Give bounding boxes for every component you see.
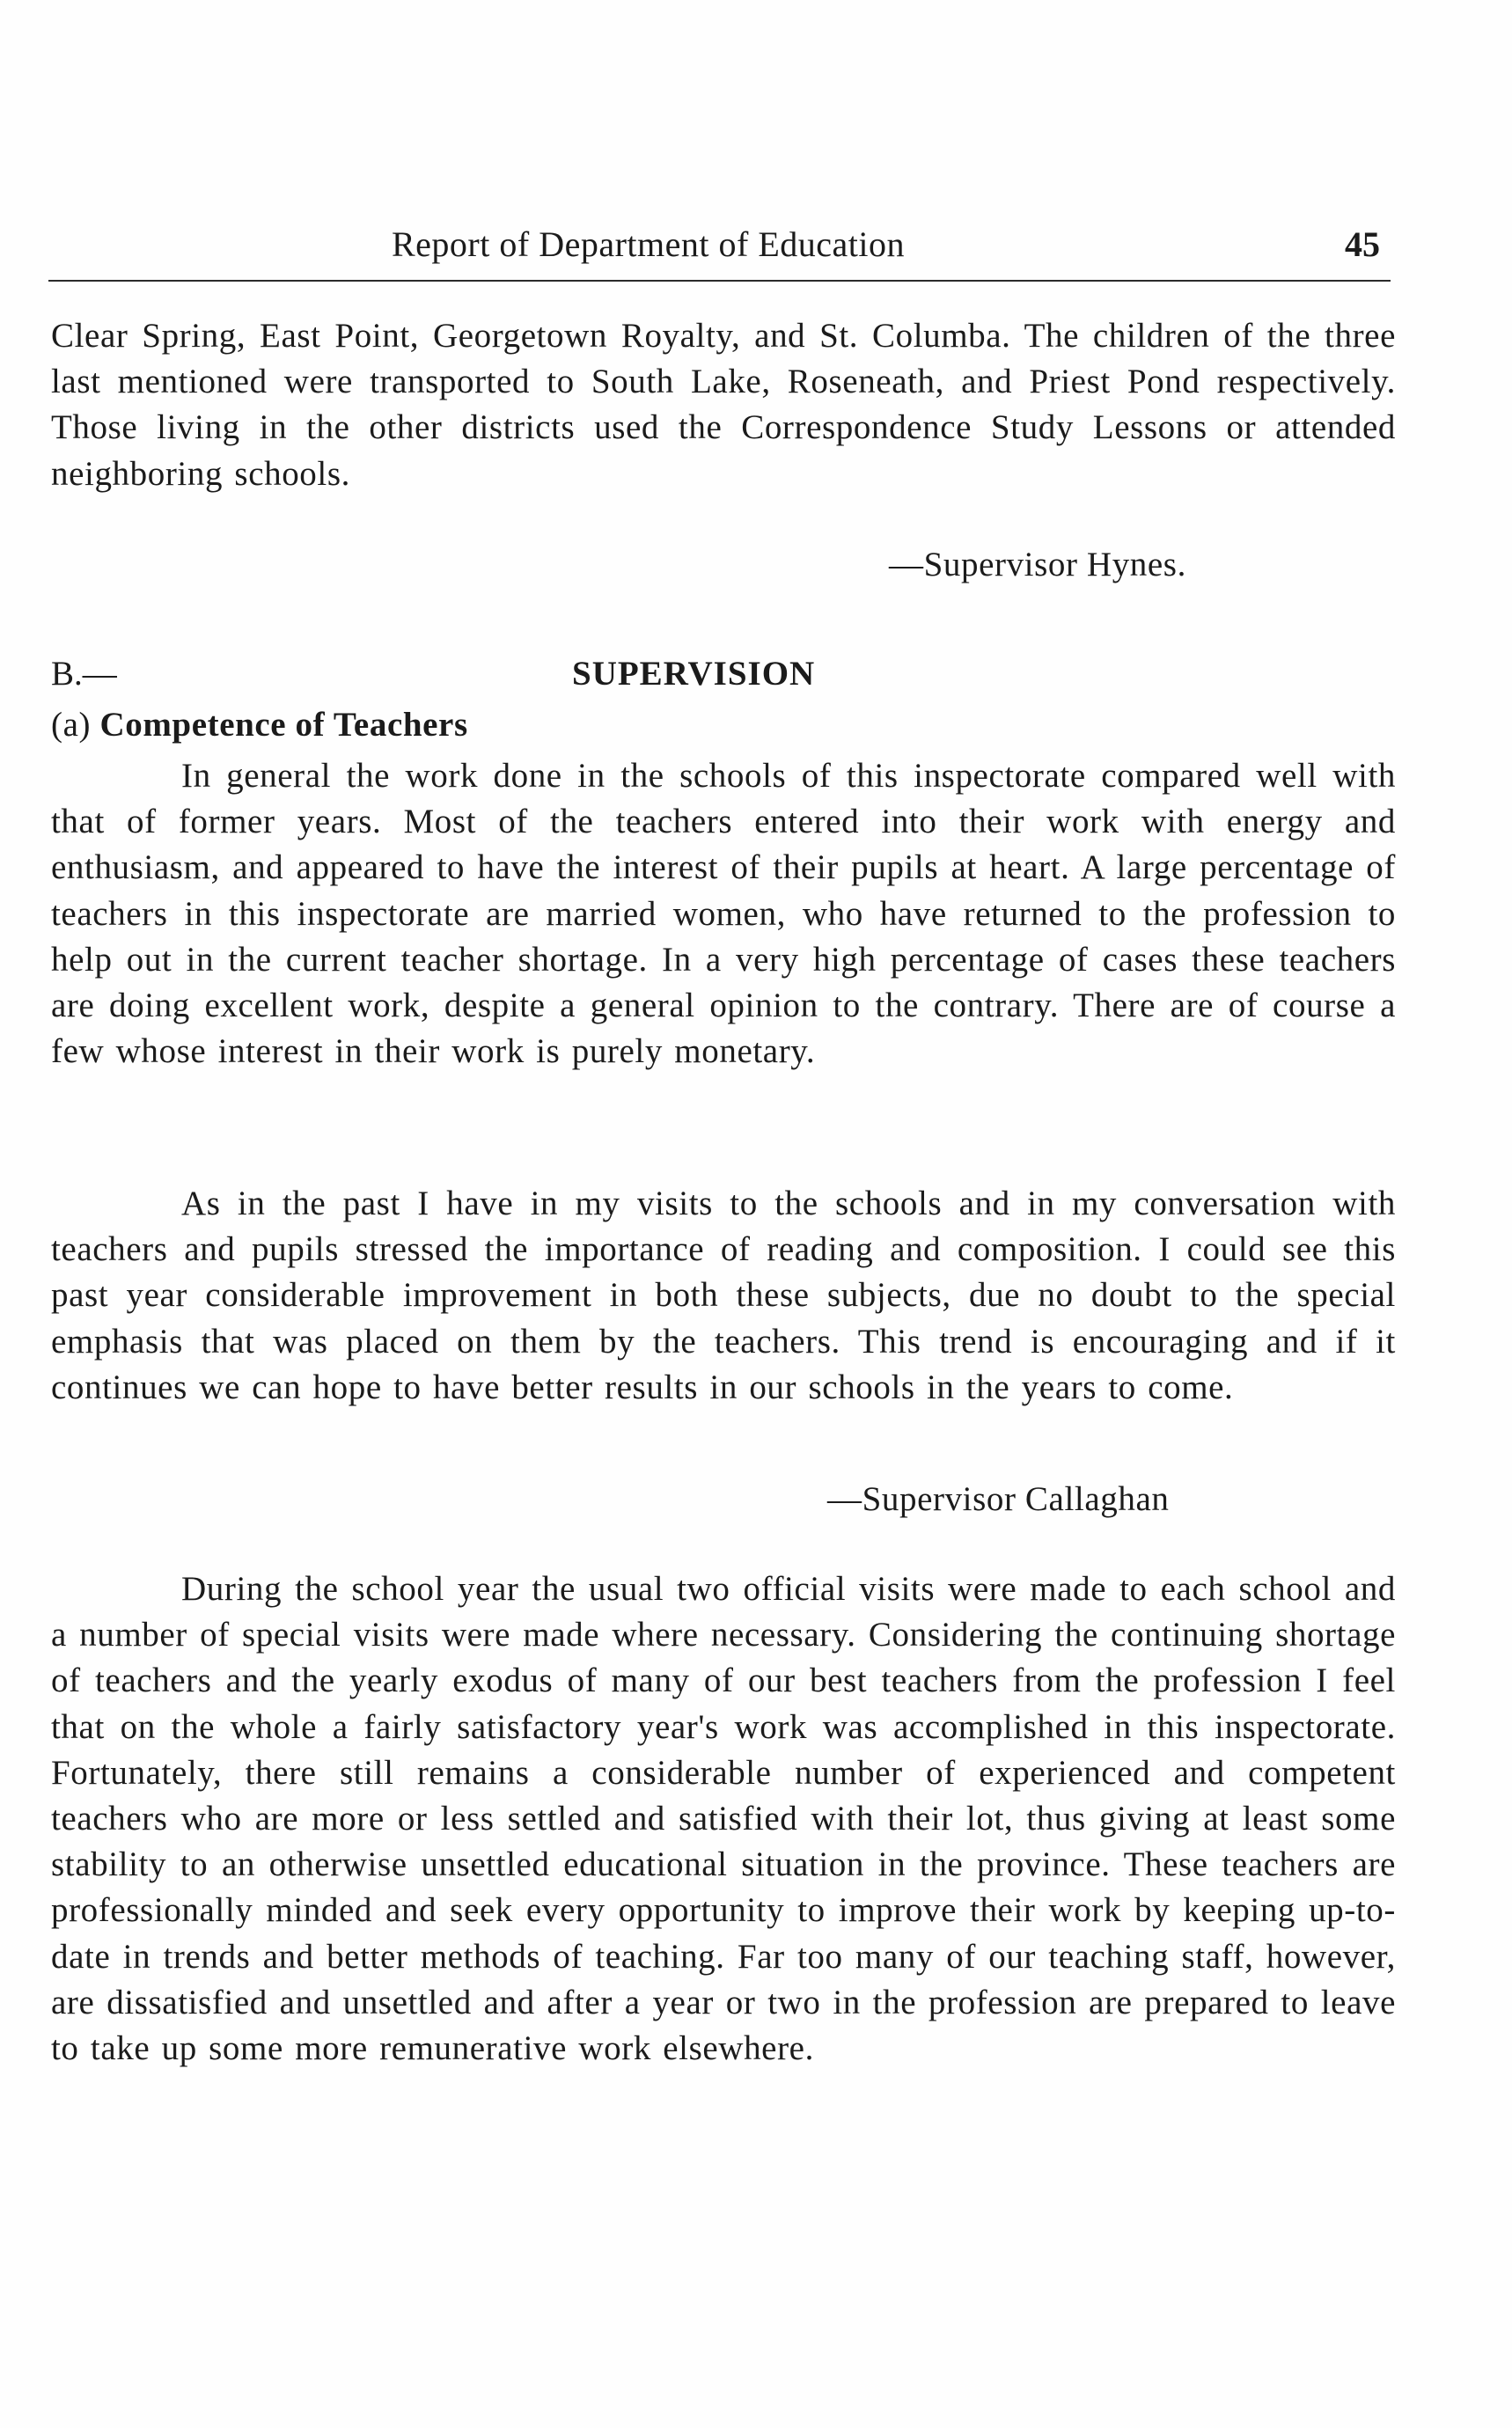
running-title: Report of Department of Education <box>392 224 905 264</box>
signature-callaghan: —Supervisor Callaghan <box>827 1480 1170 1518</box>
subsection-heading <box>51 702 468 748</box>
paragraph-competence: In general the work done in the schools of this inspectorate compared well with that of former years. Most of the teachers entered into their work with energy and enthusiasm, and appeared to have the interest of their pupils at heart. A large percentage of teachers in this inspectorate are married women, who have returned to the profession to help out in the current teacher shortage. In a very high percentage of cases these teachers are doing excellent work, despite a general opinion to the contrary. There are of course a few whose interest in their work is purely monetary. <box>51 757 1396 1071</box>
signature-hynes: —Supervisor Hynes. <box>889 546 1186 583</box>
running-header <box>48 218 1391 282</box>
paragraph-continued: Clear Spring, East Point, Georgetown Royalty, and St. Columba. The children of the three last mentioned were transported to South Lake, Roseneath, and Priest Pond respectively. Those living in the other districts used the Correspondence Study Lessons or attended neighboring schools. <box>51 317 1396 493</box>
paragraph-school-year: During the school year the usual two official visits were made to each school and a number of special visits were made where necessary. Considering the continuing shortage of teachers and the yearly exodus of many of our best teachers from the profession I feel that on the whole a fairly satisfactory year's work was accomplished in this inspectorate. Fortunately, there still remains a considerable number of experienced and competent teachers who are more or less settled and satisfied with their lot, thus giving at least some stability to an otherwise unsettled educational situation in the province. These teachers are professionally minded and seek every opportunity to improve their work by keeping up-to-date in trends and better methods of teaching. Far too many of our teaching staff, however, are dissatisfied and unsettled and after a year or two in the profession are prepared to leave to take up some more remunerative work elsewhere. <box>51 1570 1396 2068</box>
page-number: 45 <box>1345 224 1380 264</box>
section-letter: B.— <box>51 655 117 693</box>
section-heading: SUPERVISION <box>572 655 816 693</box>
paragraph-visits: As in the past I have in my visits to the schools and in my conversation with teachers and pupils stressed the importance of reading and composition. I could see this past year considerable improvement in both these subjects, due no doubt to the special emphasis that was placed on them by the teachers. This trend is encouraging and if it continues we can hope to have better results in our schools in the years to come. <box>51 1185 1396 1406</box>
subsection-label: (a) <box>51 706 92 744</box>
subsection-title: Competence of Teachers <box>99 706 468 744</box>
